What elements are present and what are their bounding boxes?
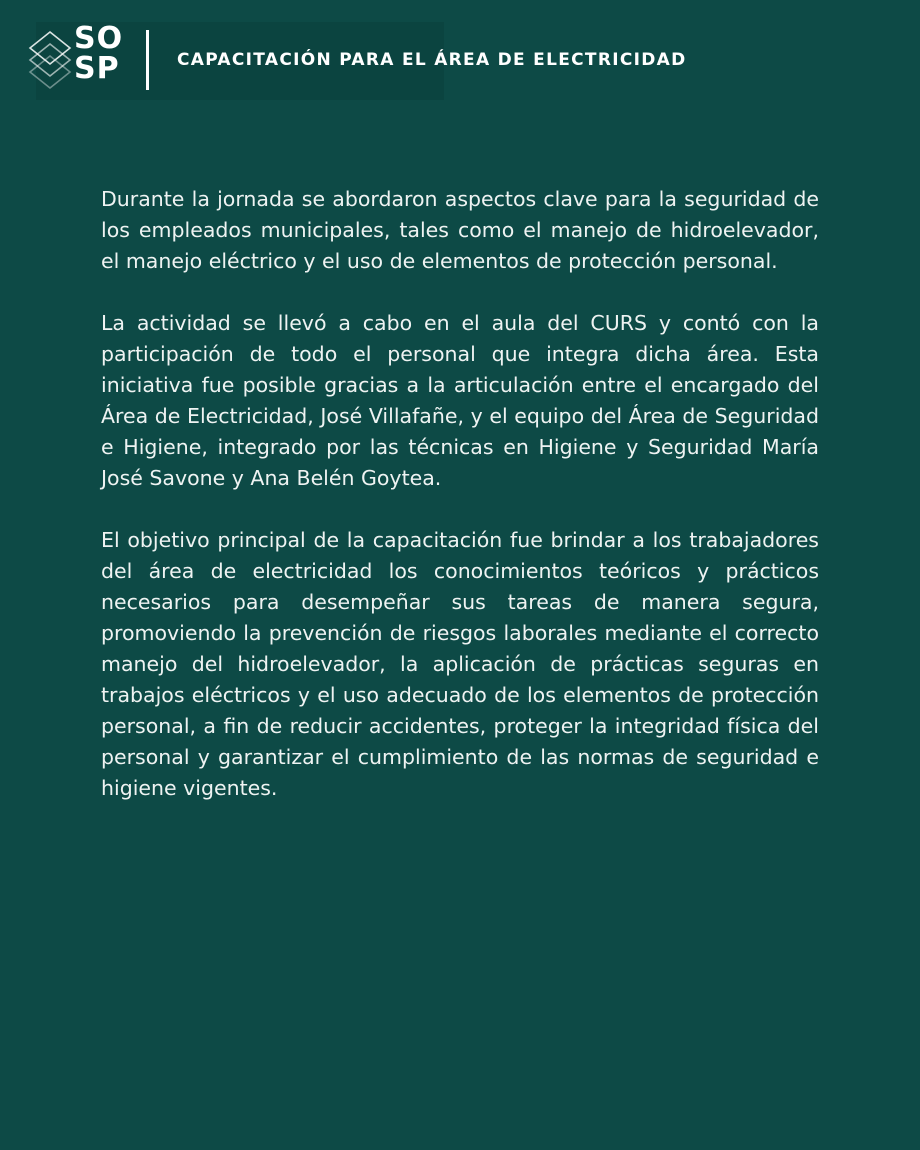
page-title: CAPACITACIÓN PARA EL ÁREA DE ELECTRICIDAD (177, 50, 687, 70)
paragraph-2: La actividad se llevó a cabo en el aula del CURS y contó con la participación de todo el personal que integra dicha área. Esta iniciativa fue posible gracias a la articulación entre el encargado del Área de Electricidad, José Villafañe, y el equipo del Área de Seguridad e Higiene, integrado por las técnicas en Higiene y Seguridad María José Savone y Ana Belén Goytea. (101, 311, 819, 490)
logo-line-2: SP (74, 51, 120, 86)
paragraph-1: Durante la jornada se abordaron aspectos clave para la seguridad de los empleados municipales, tales como el manejo de hidroelevador, el manejo eléctrico y el uso de elementos de protección personal. (101, 187, 819, 273)
logo-diamond-icon (28, 30, 72, 92)
logo-line-1: SO (74, 21, 124, 56)
paragraph-3: El objetivo principal de la capacitación fue brindar a los trabajadores del área de electricidad los conocimientos teóricos y prácticos necesarios para desempeñar sus tareas de manera segura, promoviendo la prevención de riesgos laborales mediante el correcto manejo del hidroelevador, la aplicación de prácticas seguras en trabajos eléctricos y el uso adecuado de los elementos de protección personal, a fin de reducir accidentes, proteger la integridad física del personal y garantizar el cumplimiento de las normas de seguridad e higiene vigentes. (101, 528, 819, 800)
logo-wordmark (74, 21, 124, 86)
header-divider (146, 30, 149, 90)
article-body (101, 184, 819, 804)
